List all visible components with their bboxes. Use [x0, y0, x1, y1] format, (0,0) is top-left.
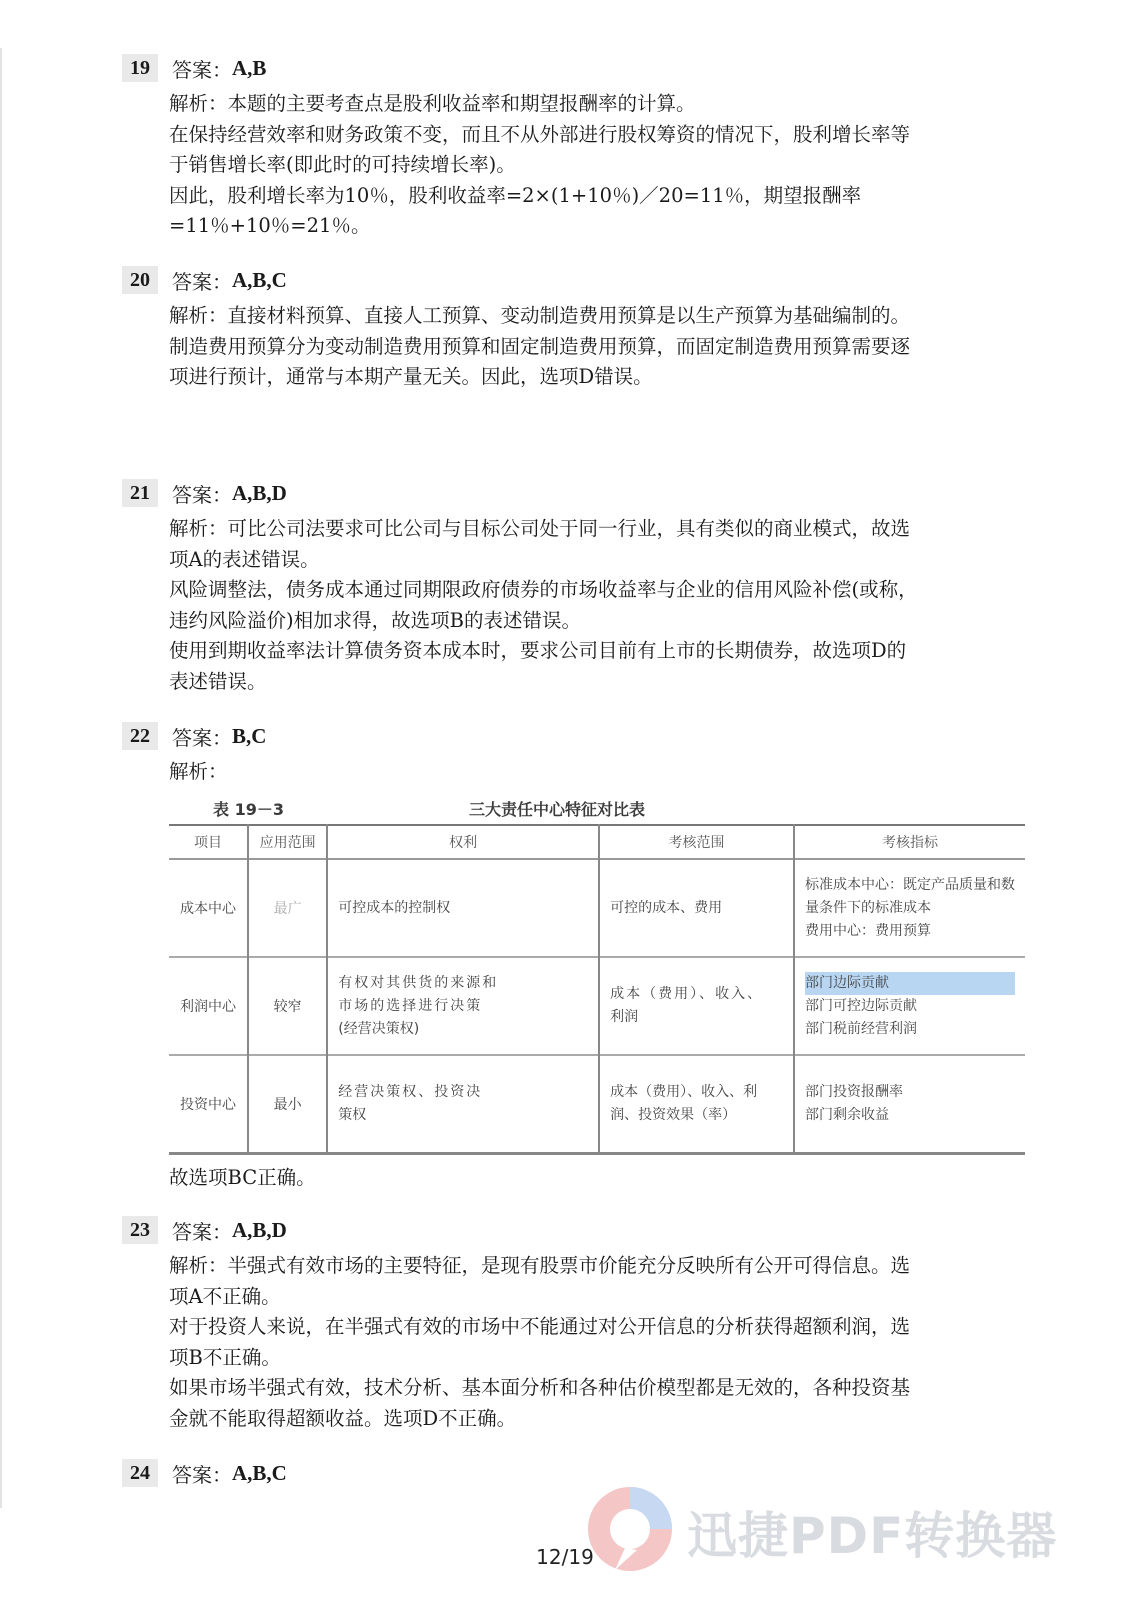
explanation-conclusion: [169, 1163, 999, 1194]
answer-label: 答案：: [172, 57, 232, 82]
explanation: [169, 89, 999, 242]
header-cell: 考核范围: [599, 825, 794, 859]
explanation: [169, 514, 999, 697]
table-row-investment-center: [169, 1055, 1025, 1153]
rights-line: 有权对其供货的来源和: [338, 974, 499, 991]
rights-line: 可控成本的控制权: [338, 899, 451, 916]
header-cell: 考核指标: [794, 825, 1025, 859]
center-cell: 成本中心: [180, 901, 237, 917]
center-cell: 投资中心: [180, 1096, 237, 1113]
explanation-line: 因此，股利增长率为10％，股利收益率=2×(1+10％)／20=11％，期望报酬率: [169, 183, 862, 207]
answer-value: A,B: [232, 55, 267, 80]
explanation-line: 项A不正确。: [169, 1284, 281, 1308]
scope-cell: 较窄: [248, 957, 327, 1055]
explanation-line: 于销售增长率(即此时的可持续增长率)。: [169, 153, 516, 176]
question-number: 21: [122, 479, 158, 507]
explanation: [169, 1251, 999, 1434]
question-number: 24: [122, 1459, 158, 1487]
rights-line: 经营决策权、投资决: [338, 1083, 483, 1100]
answer-label: 答案：: [172, 269, 232, 294]
rights-cell: [327, 859, 599, 957]
explanation: [169, 757, 999, 788]
explanation-line: =11％+10％=21％。: [169, 214, 371, 237]
header-cell: 权利: [327, 825, 599, 859]
question-header: [122, 478, 287, 508]
metrics-line: 标准成本中心：既定产品质量和数: [804, 876, 1015, 893]
answer-label: 答案：: [172, 1219, 232, 1244]
explanation-line: 在保持经营效率和财务政策不变，而且不从外部进行股权筹资的情况下，股利增长率等: [169, 122, 911, 146]
explanation-line: 使用到期收益率法计算债务资本成本时，要求公司目前有上市的长期债券，故选项D的: [169, 639, 907, 662]
responsibility-center-table-figure: [169, 792, 1025, 1182]
metrics-cell: [794, 1055, 1025, 1153]
metrics-line: 部门可控边际贡献: [804, 997, 917, 1014]
answer-value: A,B,D: [232, 1217, 287, 1242]
question-header: [122, 1215, 287, 1245]
header-cell: 项目: [194, 835, 223, 851]
table-title: 三大责任中心特征对比表: [469, 800, 646, 819]
question-number: 22: [122, 722, 158, 750]
table-row-profit-center: [169, 957, 1025, 1055]
watermark-text: 迅捷PDF转换器: [687, 1507, 1058, 1565]
explanation-line: 对于投资人来说，在半强式有效的市场中不能通过对公开信息的分析获得超额利润，选: [169, 1315, 911, 1338]
table-caption: [169, 792, 1025, 822]
metrics-line: 部门税前经营利润: [804, 1020, 917, 1037]
range-cell: [599, 957, 794, 1055]
header-cell: 应用范围: [248, 825, 327, 859]
metrics-cell: [794, 859, 1025, 957]
explanation-line: 故选项BC正确。: [169, 1166, 316, 1189]
explanation-line: 项A的表述错误。: [169, 547, 320, 571]
page-number: 12/19: [536, 1545, 594, 1569]
answer-label: 答案：: [172, 1462, 232, 1487]
scope-cell: 最广: [248, 859, 327, 957]
explanation-line: 解析：可比公司法要求可比公司与目标公司处于同一行业，具有类似的商业模式，故选: [169, 517, 911, 540]
responsibility-center-table: [169, 824, 1025, 1155]
table-header-row: [169, 825, 1025, 859]
explanation-line: 如果市场半强式有效，技术分析、基本面分析和各种估价模型都是无效的，各种投资基: [169, 1376, 911, 1399]
range-line: 利润: [610, 1009, 639, 1025]
range-line: 润、投资效果（率）: [610, 1106, 737, 1123]
answer-value: A,B,C: [232, 267, 287, 292]
answer-label: 答案：: [172, 725, 232, 750]
rights-line: 策权: [338, 1106, 367, 1123]
range-line: 成本（费用）、收入、: [610, 986, 764, 1002]
question-number: 19: [122, 54, 158, 82]
metrics-line: [805, 972, 1015, 995]
question-header: [122, 721, 266, 751]
table-row-cost-center: [169, 859, 1025, 957]
metrics-line: 量条件下的标准成本: [804, 899, 931, 916]
rights-cell: [327, 957, 599, 1055]
range-cell: [599, 859, 794, 957]
explanation: [169, 301, 999, 393]
metrics-line: 费用中心：费用预算: [804, 922, 931, 939]
explanation-line: 违约风险溢价)相加求得，故选项B的表述错误。: [169, 608, 581, 632]
rights-cell: [327, 1055, 599, 1153]
explanation-line: 风险调整法，债务成本通过同期限政府债券的市场收益率与企业的信用风险补偿(或称，: [169, 578, 918, 601]
highlighted-metric: 部门边际贡献: [805, 972, 1015, 995]
answer-label: 答案：: [172, 482, 232, 507]
rights-line: 市场的选择进行决策: [338, 997, 483, 1014]
metrics-line: 部门剩余收益: [804, 1106, 889, 1123]
explanation-line: 项进行预计，通常与本期产量无关。因此，选项D错误。: [169, 365, 653, 388]
question-number: 20: [122, 266, 158, 294]
question-header: [122, 53, 266, 83]
question-header: [122, 1458, 287, 1488]
explanation-line: 金就不能取得超额收益。选项D不正确。: [169, 1406, 517, 1430]
explanation-line: 解析：: [169, 760, 228, 783]
center-cell: 利润中心: [180, 999, 237, 1015]
range-line: 可控的成本、费用: [610, 899, 723, 916]
scope-cell: 最小: [248, 1055, 327, 1153]
range-line: 成本（费用）、收入、利: [610, 1083, 758, 1100]
table-number: 表 19－3: [213, 800, 284, 819]
answer-value: A,B,C: [232, 1460, 287, 1485]
metrics-cell: [794, 957, 1025, 1055]
explanation-line: 解析：本题的主要考查点是股利收益率和期望报酬率的计算。: [169, 92, 696, 115]
answer-value: B,C: [232, 723, 267, 748]
metrics-line: 部门投资报酬率: [804, 1083, 903, 1100]
explanation-line: 制造费用预算分为变动制造费用预算和固定制造费用预算，而固定制造费用预算需要逐: [169, 334, 911, 358]
explanation-line: 解析：直接材料预算、直接人工预算、变动制造费用预算是以生产预算为基础编制的。: [169, 304, 911, 327]
page-left-edge: [0, 48, 2, 1508]
explanation-line: 项B不正确。: [169, 1345, 281, 1369]
question-number: 23: [122, 1216, 158, 1244]
answer-value: A,B,D: [232, 480, 287, 505]
range-cell: [599, 1055, 794, 1153]
rights-line: (经营决策权): [338, 1020, 420, 1037]
question-header: [122, 265, 287, 295]
explanation-line: 解析：半强式有效市场的主要特征，是现有股票市价能充分反映所有公开可得信息。选: [169, 1254, 911, 1277]
explanation-line: 表述错误。: [169, 669, 267, 693]
